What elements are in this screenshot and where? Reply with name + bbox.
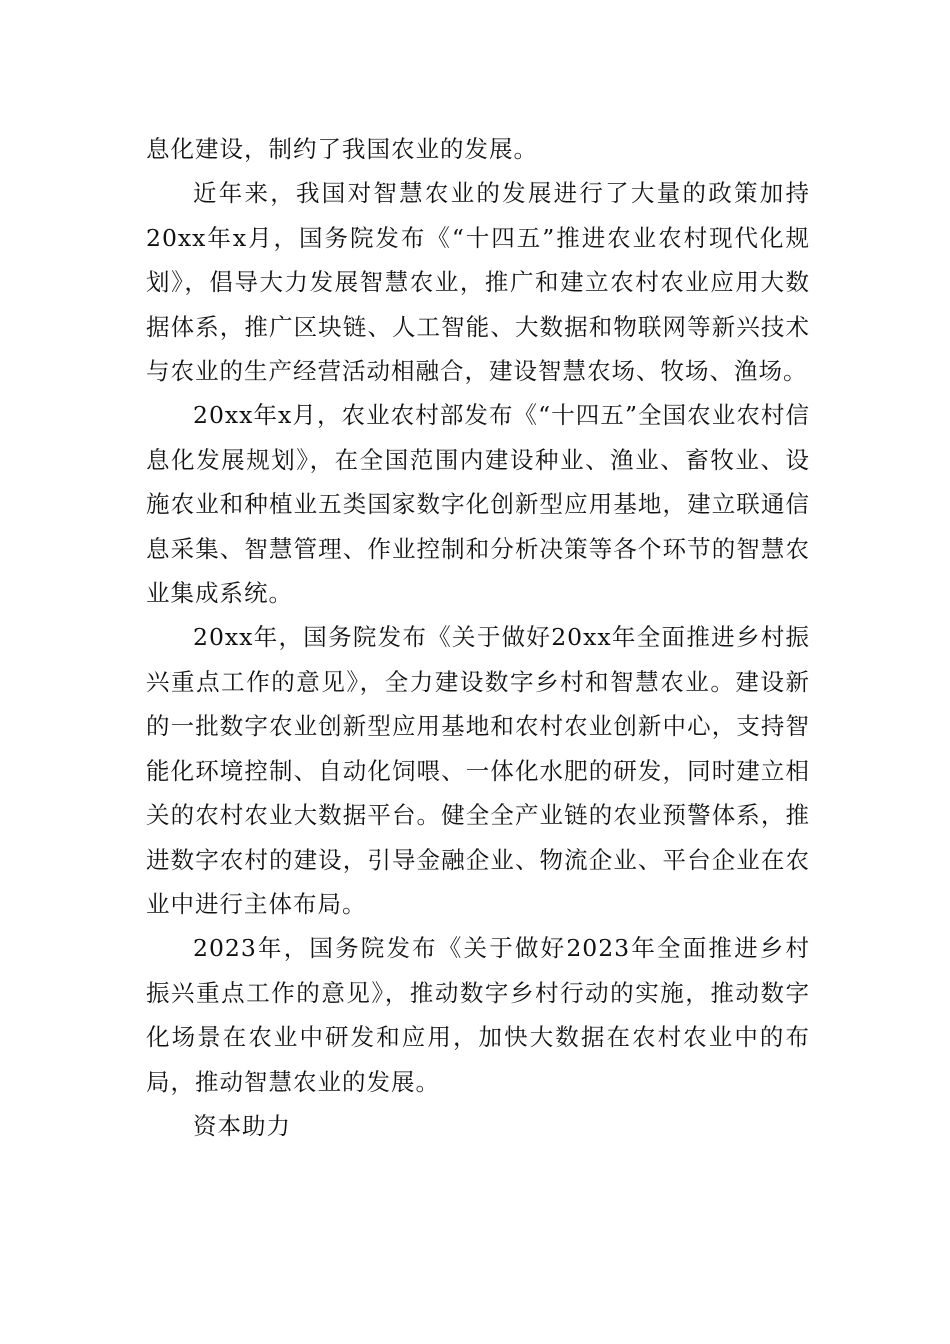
document-body (146, 127, 810, 1148)
paragraph-ministry-plan: 20xx年x月，农业农村部发布《“十四五”全国农业农村信息化发展规划》，在全国范围内建设种业、渔业、畜牧业、设施农业和种植业五类国家数字化创新型应用基地，建立联通信息采集、智慧管理、作业控制和分析决策等各个环节的智慧农业集成系统。 (146, 401, 810, 608)
section-heading: 资本助力 (193, 1111, 291, 1140)
paragraph-state-council-opinion: 20xx年，国务院发布《关于做好20xx年全面推进乡村振兴重点工作的意见》，全力建设数字乡村和智慧农业。建设新的一批数字农业创新型应用基地和农村农业创新中心，支持智能化环境控制、自动化饲喂、一体化水肥的研发，同时建立相关的农村农业大数据平台。健全全产业链的农业预警体系，推进数字农村的建设，引导金融企业、物流企业、平台企业在农业中进行主体布局。 (146, 623, 810, 918)
paragraph-continuation: 息化建设，制约了我国农业的发展。 (146, 135, 538, 163)
paragraph-policy-overview: 近年来，我国对智慧农业的发展进行了大量的政策加持20xx年x月，国务院发布《“十四五”推进农业农村现代化规划》，倡导大力发展智慧农业，推广和建立农村农业应用大数据体系，推广区块链、人工智能、大数据和物联网等新兴技术与农业的生产经营活动相融合，建设智慧农场、牧场、渔场。 (146, 179, 810, 386)
paragraph-2023-opinion: 2023年，国务院发布《关于做好2023年全面推进乡村振兴重点工作的意见》，推动数字乡村行动的实施，推动数字化场景在农业中研发和应用，加快大数据在农村农业中的布局，推动智慧农业的发展。 (146, 934, 810, 1096)
